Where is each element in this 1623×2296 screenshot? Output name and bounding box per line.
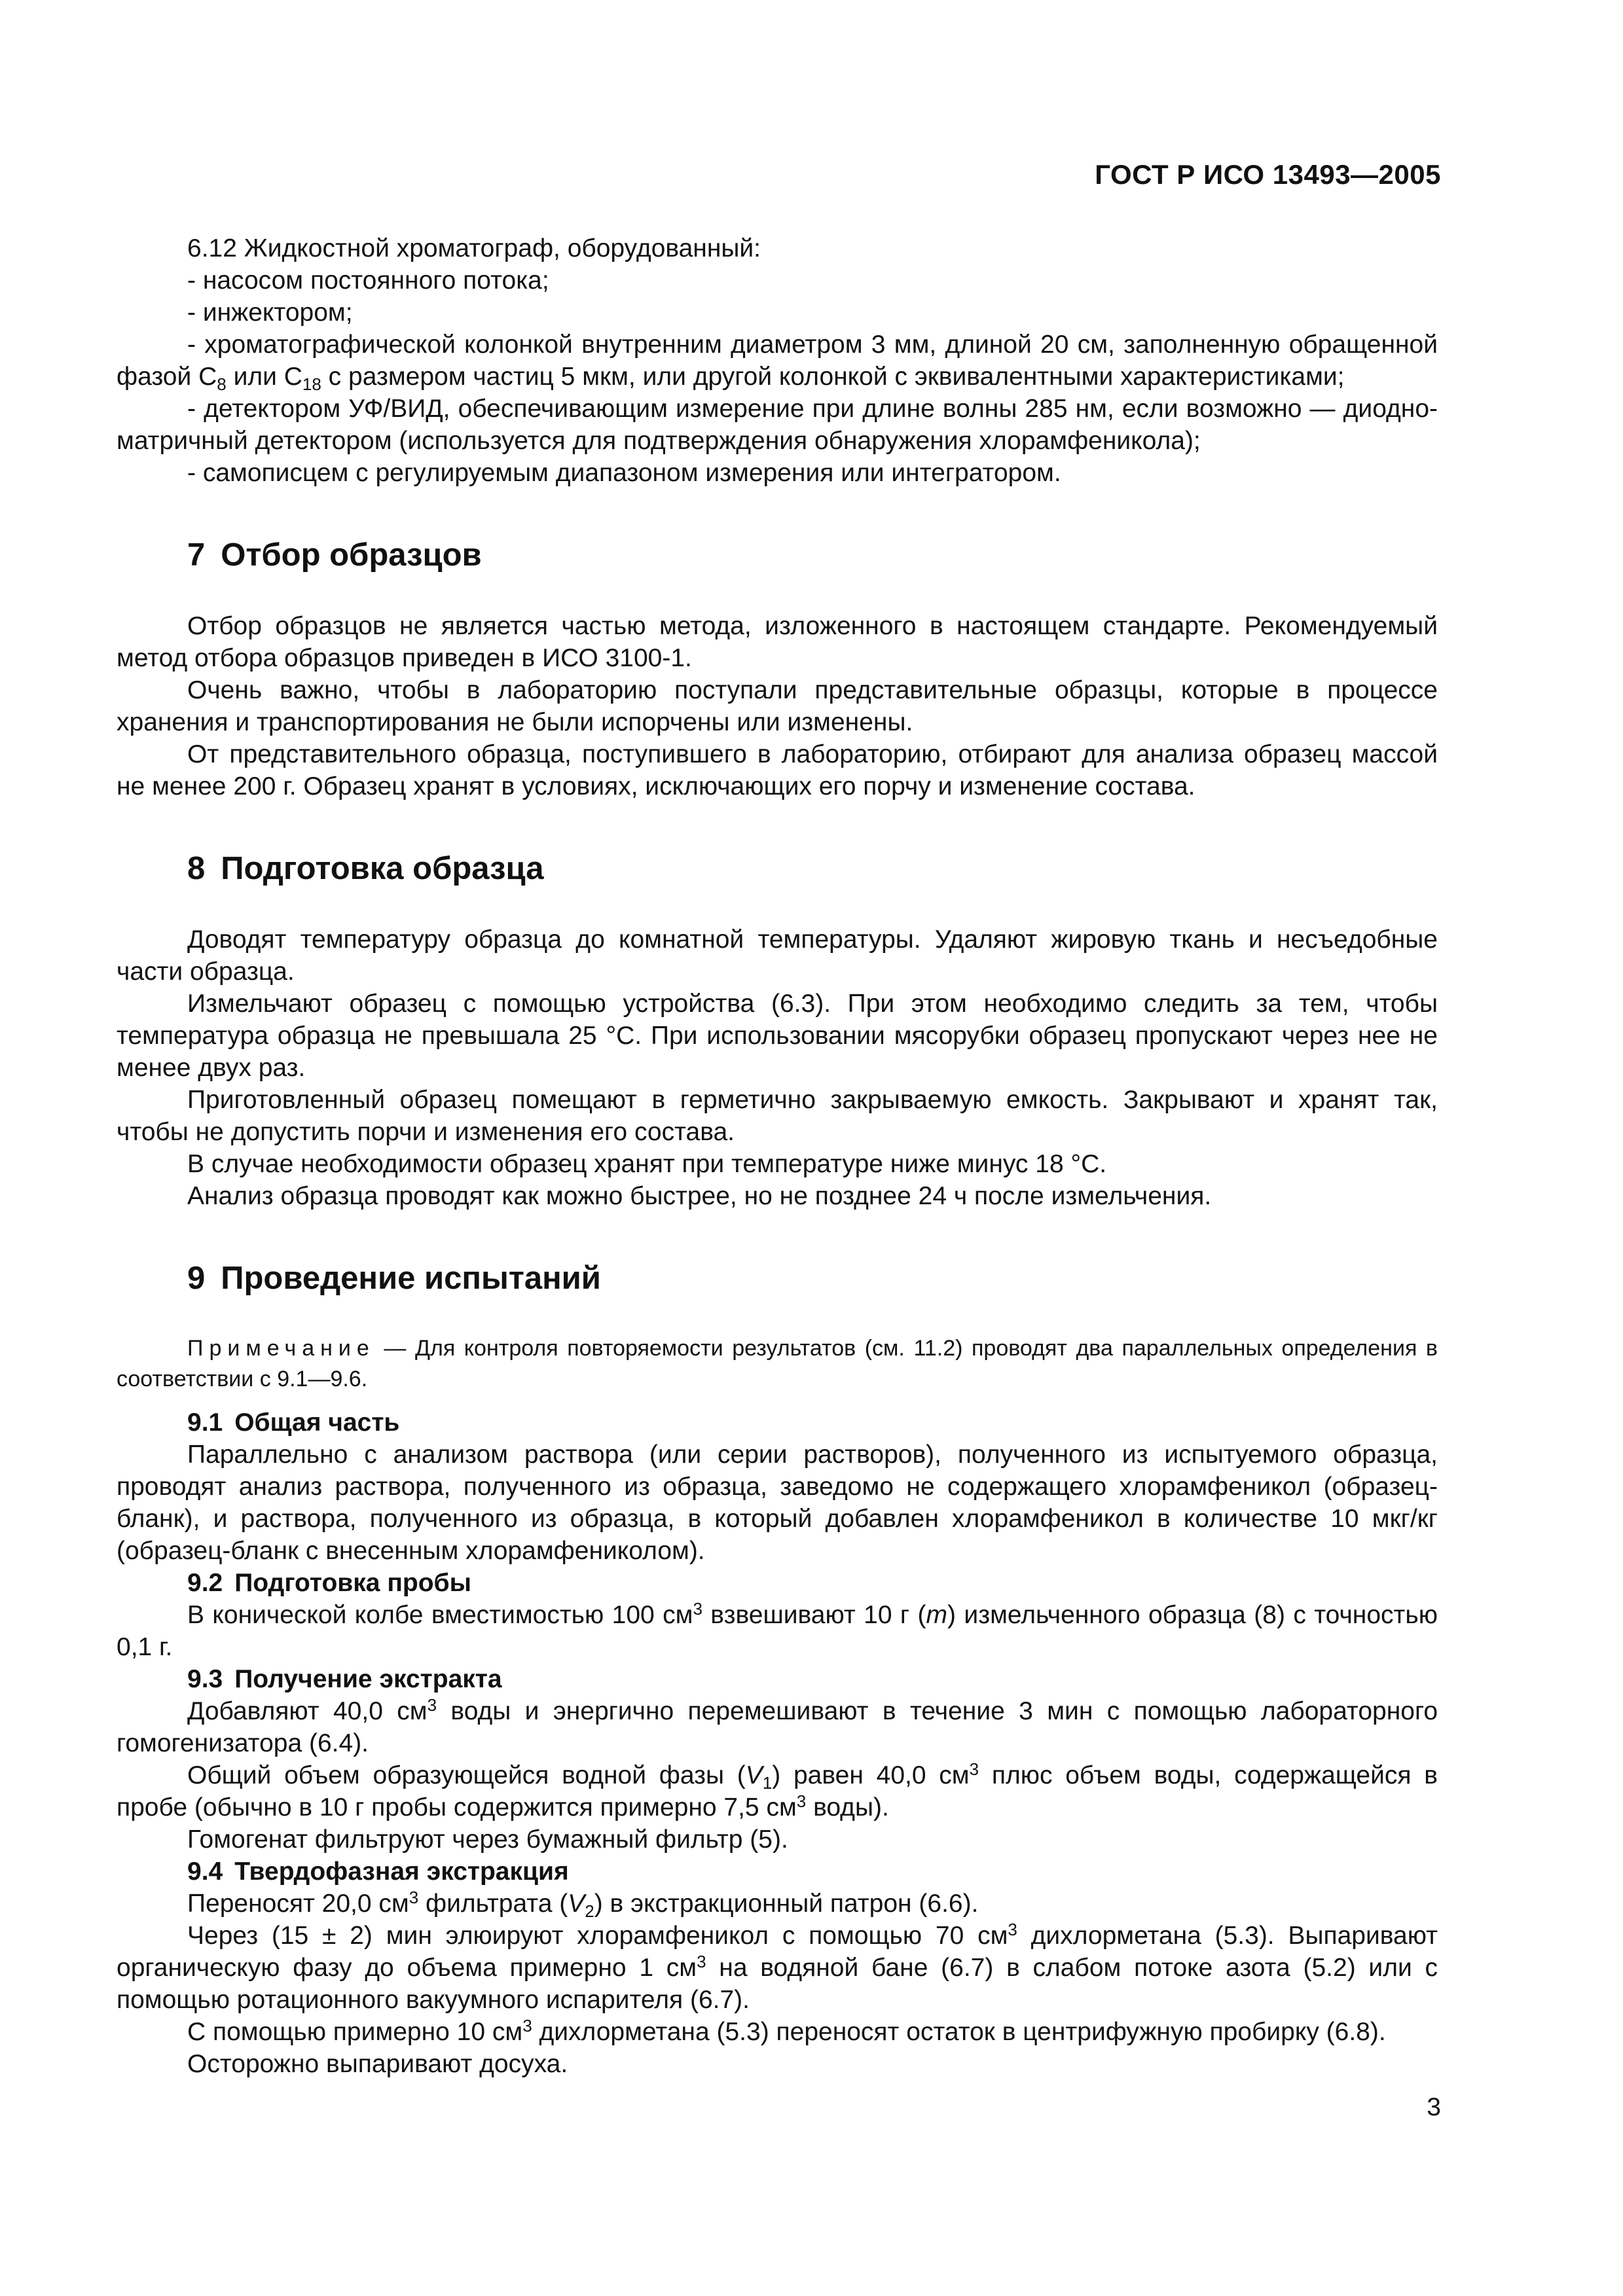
- text-run: В конической колбе вместимостью 100 см: [187, 1601, 693, 1629]
- variable-v: V: [568, 1890, 585, 1918]
- column-text-b: с размером частиц 5 мкм, или другой колонкой с эквивалентными характеристиками;: [321, 363, 1345, 391]
- subsection-9-1-number: 9.1: [187, 1408, 223, 1437]
- text-run: фильтрата (: [418, 1890, 568, 1918]
- cube-superscript: 3: [427, 1695, 437, 1715]
- text-run: воды и энергично перемешивают в течение 3 мин с помощью лабораторного гомогенизатора (6.4).: [117, 1697, 1438, 1757]
- section-8-paragraph-5: Анализ образца проводят как можно быстрее, но не позднее 24 ч после измельчения.: [187, 1182, 1212, 1210]
- section-9-number: 9: [187, 1261, 206, 1296]
- v2-subscript: 2: [585, 1901, 594, 1921]
- list-item-detector: - детектором УФ/ВИД, обеспечивающим измерение при длине волны 285 нм, если возможно — диодно-матричный детектором (используется для подтверждения обнаружения хлорамфеникола);: [117, 395, 1438, 455]
- section-7-heading: [187, 537, 1438, 573]
- section-9-title: Проведение испытаний: [221, 1261, 601, 1296]
- section-8-paragraph-4: В случае необходимости образец хранят при температуре ниже минус 18 °С.: [187, 1150, 1107, 1178]
- section-7-paragraph-2: Очень важно, чтобы в лабораторию поступали представительные образцы, которые в процессе хранения и транспортирования не были испорчены или изменены.: [117, 676, 1438, 736]
- subsection-9-3-title: Получение экстракта: [234, 1665, 502, 1693]
- v1-subscript: 1: [762, 1773, 773, 1793]
- section-8-heading: [187, 850, 1438, 887]
- section-8-paragraph-2: Измельчают образец с помощью устройства (6.3). При этом необходимо следить за тем, чтобы температура образца не превышала 25 °С. При использовании мясорубки образец пропускают через нее не менее двух раз.: [117, 990, 1438, 1082]
- text-run: ) в экстракционный патрон (6.6).: [594, 1890, 979, 1918]
- cube-superscript: 3: [969, 1759, 979, 1779]
- section-8-number: 8: [187, 851, 206, 886]
- text-run: плюс объем воды, содержащейся в пробе (обычно в 10 г пробы содержится примерно 7,5 см: [117, 1761, 1438, 1821]
- page-body: [117, 232, 1438, 2080]
- c8-subscript: 8: [217, 374, 227, 394]
- subsection-9-3-paragraph-3: Гомогенат фильтруют через бумажный фильтр (5).: [187, 1825, 788, 1854]
- section-7-title: Отбор образцов: [221, 537, 482, 573]
- list-item-column: [117, 329, 1438, 393]
- subsection-9-1-heading: [187, 1407, 1438, 1439]
- subsection-9-4-paragraph-3: [117, 2016, 1438, 2048]
- text-run: дихлорметана (5.3). Выпаривают органическую фазу до объема примерно 1 см: [117, 1922, 1438, 1982]
- c18-subscript: 18: [302, 374, 321, 394]
- cube-superscript: 3: [697, 1952, 706, 1971]
- subsection-9-4-title: Твердофазная экстракция: [234, 1857, 569, 1886]
- section-9-heading: [187, 1260, 1438, 1297]
- column-text-a: - хроматографической колонкой внутренним диаметром 3 мм, длиной 20 см, заполненную обращенной фазой C: [117, 331, 1438, 391]
- subsection-9-2-heading: [187, 1567, 1438, 1599]
- list-item-pump: - насосом постоянного потока;: [187, 266, 549, 295]
- page-number: 3: [1427, 2093, 1441, 2121]
- document-code-header: ГОСТ Р ИСО 13493—2005: [1095, 159, 1441, 190]
- text-run: воды).: [806, 1793, 889, 1821]
- section-7-paragraph-1: Отбор образцов не является частью метода, изложенного в настоящем стандарте. Рекомендуемый метод отбора образцов приведен в ИСО 3100-1.: [117, 612, 1438, 672]
- note-text: — Для контроля повторяемости результатов (см. 11.2) проводят два параллельных определения в соответствии с 9.1—9.6.: [117, 1336, 1438, 1391]
- subsection-9-4-paragraph-2: [117, 1920, 1438, 2016]
- subsection-9-4-paragraph-4: Осторожно выпаривают досуха.: [187, 2050, 568, 2078]
- text-run: взвешивают 10 г (: [702, 1601, 926, 1629]
- section-8-paragraph-3: Приготовленный образец помещают в герметично закрываемую емкость. Закрывают и хранят так, чтобы не допустить порчи и изменения его состава.: [117, 1086, 1438, 1146]
- text-run: С помощью примерно 10 см: [187, 2018, 523, 2046]
- text-run: на водяной бане (6.7) в слабом потоке азота (5.2) или с помощью ротационного вакуумного испарителя (6.7).: [117, 1954, 1438, 2014]
- text-run: Переносят 20,0 см: [187, 1890, 409, 1918]
- column-text-or: или C: [226, 363, 302, 391]
- subsection-9-3-paragraph-1: [117, 1695, 1438, 1759]
- subsection-9-3-heading: [187, 1663, 1438, 1695]
- section-8-title: Подготовка образца: [221, 851, 544, 886]
- cube-superscript: 3: [522, 2016, 532, 2036]
- section-8-paragraph-1: Доводят температуру образца до комнатной температуры. Удаляют жировую ткань и несъедобные части образца.: [117, 925, 1438, 986]
- subsection-9-4-paragraph-1: [117, 1888, 1438, 1920]
- subsection-9-1-title: Общая часть: [234, 1408, 400, 1437]
- text-run: ) измельченного образца (8) с точностью 0,1 г.: [117, 1601, 1438, 1661]
- subsection-9-4-number: 9.4: [187, 1857, 223, 1886]
- text-run: Общий объем образующейся водной фазы (: [187, 1761, 746, 1789]
- variable-m: m: [926, 1601, 948, 1629]
- cube-superscript: 3: [1008, 1920, 1017, 1939]
- subsection-9-2-text: [117, 1599, 1438, 1663]
- subsection-9-4-heading: [187, 1856, 1438, 1888]
- cube-superscript: 3: [409, 1888, 419, 1907]
- text-run: ) равен 40,0 см: [772, 1761, 970, 1789]
- text-run: Через (15 ± 2) мин элюируют хлорамфеникол с помощью 70 см: [187, 1922, 1008, 1950]
- note-label: Примечание: [187, 1336, 375, 1361]
- subsection-9-2-title: Подготовка пробы: [234, 1569, 471, 1597]
- text-run: дихлорметана (5.3) переносят остаток в центрифужную пробирку (6.8).: [532, 2018, 1386, 2046]
- section-7-paragraph-3: От представительного образца, поступившего в лабораторию, отбирают для анализа образец массой не менее 200 г. Образец хранят в условиях, исключающих его порчу и изменение состава.: [117, 740, 1438, 800]
- clause-6-12-intro: 6.12 Жидкостной хроматограф, оборудованный:: [187, 234, 761, 262]
- list-item-recorder: - самописцем с регулируемым диапазоном измерения или интегратором.: [187, 459, 1061, 487]
- list-item-injector: - инжектором;: [187, 298, 353, 327]
- subsection-9-1-text: Параллельно с анализом раствора (или серии растворов), полученного из испытуемого образца, проводят анализ раствора, полученного из образца, заведомо не содержащего хлорамфеникол (образец-бланк), и раствора, полученного из образца, в который добавлен хлорамфеникол в количестве 10 мкг/кг (образец-бланк с внесенным хлорамфениколом).: [117, 1441, 1438, 1565]
- subsection-9-2-number: 9.2: [187, 1569, 223, 1597]
- subsection-9-3-paragraph-2: [117, 1759, 1438, 1823]
- subsection-9-3-number: 9.3: [187, 1665, 223, 1693]
- section-7-number: 7: [187, 537, 206, 573]
- text-run: Добавляют 40,0 см: [187, 1697, 428, 1725]
- variable-v: V: [745, 1761, 763, 1789]
- cube-superscript: 3: [796, 1791, 807, 1811]
- note: [117, 1333, 1438, 1395]
- cube-superscript: 3: [693, 1599, 702, 1619]
